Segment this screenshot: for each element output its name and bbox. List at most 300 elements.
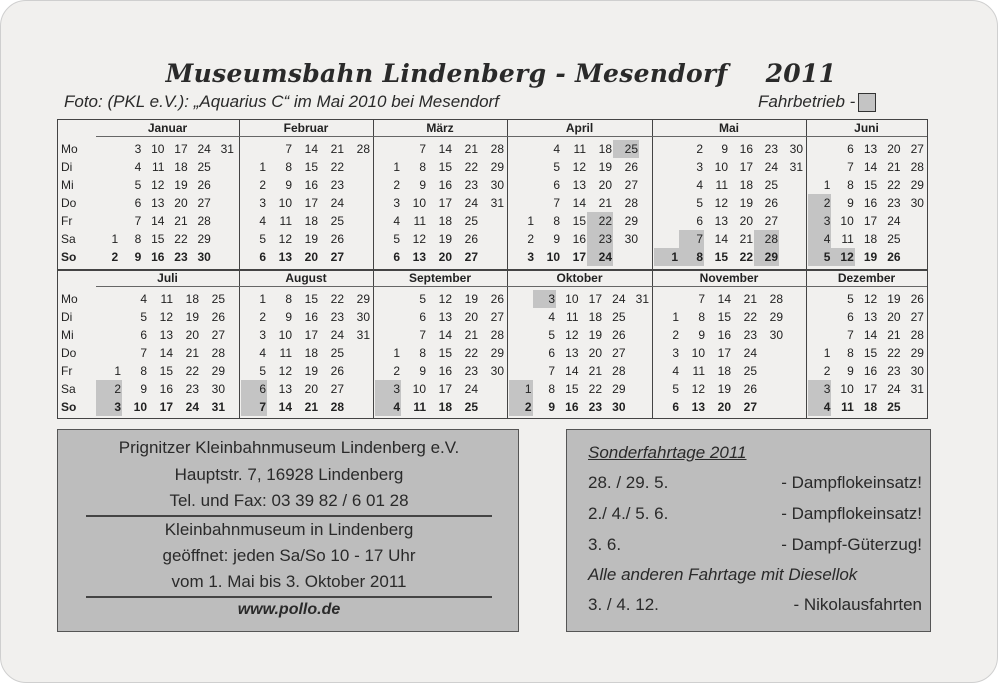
day-cell: 29 <box>197 232 211 246</box>
weekday-label: Do <box>61 196 77 210</box>
day-cell: 28 <box>612 364 626 378</box>
day-cell: 18 <box>717 364 731 378</box>
day-cell: 17 <box>304 196 318 210</box>
day-cell: 23 <box>887 364 901 378</box>
day-cell: 23 <box>464 364 478 378</box>
day-cell: 23 <box>330 310 344 324</box>
day-cell: 17 <box>174 142 188 156</box>
day-cell: 15 <box>438 346 452 360</box>
day-cell: 30 <box>490 178 504 192</box>
day-cell: 6 <box>419 310 426 324</box>
day-cell: 21 <box>464 328 478 342</box>
month-header: März <box>373 120 507 137</box>
day-cell: 7 <box>419 328 426 342</box>
day-cell: 8 <box>419 160 426 174</box>
day-cell: 2 <box>823 364 831 378</box>
month-header: Mai <box>652 120 806 137</box>
title-text: Museumsbahn Lindenberg - Mesendorf <box>165 59 728 88</box>
day-cell: 1 <box>823 346 831 360</box>
day-cell: 22 <box>887 178 901 192</box>
day-cell: 31 <box>490 196 504 210</box>
day-cell: 25 <box>613 140 639 158</box>
day-cell: 3 <box>393 196 400 210</box>
day-cell: 24 <box>464 382 478 396</box>
day-cell: 1 <box>111 232 119 246</box>
day-cell: 20 <box>887 310 901 324</box>
day-cell: 14 <box>151 214 165 228</box>
day-cell: 20 <box>588 346 602 360</box>
month-header: April <box>507 120 652 137</box>
day-cell: 2 <box>696 142 703 156</box>
day-cell: 7 <box>847 160 854 174</box>
day-cell: 11 <box>279 214 292 228</box>
day-cell: 23 <box>174 250 188 264</box>
day-cell: 11 <box>841 400 854 414</box>
day-cell: 12 <box>151 178 165 192</box>
day-cell: 4 <box>140 292 147 306</box>
day-cell: 30 <box>197 250 211 264</box>
day-cell: 21 <box>743 292 757 306</box>
day-cell: 17 <box>739 160 753 174</box>
day-cell: 13 <box>278 250 292 264</box>
day-cell: 13 <box>151 196 165 210</box>
day-cell: 27 <box>910 142 924 156</box>
day-cell: 16 <box>438 178 452 192</box>
day-cell: 22 <box>739 250 753 264</box>
day-cell: 19 <box>598 160 612 174</box>
day-cell: 27 <box>743 400 757 414</box>
day-cell: 13 <box>438 310 452 324</box>
day-cell: 6 <box>134 196 142 210</box>
day-cell: 23 <box>185 382 199 396</box>
day-cell: 24 <box>587 248 613 266</box>
day-cell: 4 <box>808 398 831 416</box>
day-cell: 8 <box>553 214 560 228</box>
weekday-label: So <box>61 400 77 414</box>
day-cell: 20 <box>304 250 318 264</box>
day-cell: 3 <box>808 380 831 398</box>
day-cell: 14 <box>863 160 878 174</box>
day-cell: 17 <box>572 250 586 264</box>
day-cell: 5 <box>419 292 426 306</box>
day-cell: 30 <box>789 142 803 156</box>
day-cell: 15 <box>714 250 728 264</box>
day-cell: 19 <box>739 196 753 210</box>
day-cell: 11 <box>715 178 728 192</box>
day-cell: 29 <box>624 214 638 228</box>
day-cell: 30 <box>910 364 924 378</box>
month-header: Februar <box>239 120 373 137</box>
day-cell: 2 <box>111 250 119 264</box>
day-cell: 23 <box>587 230 613 248</box>
day-cell: 22 <box>464 346 478 360</box>
day-cell: 1 <box>672 310 679 324</box>
day-cell: 18 <box>185 292 199 306</box>
day-cell: 14 <box>438 328 452 342</box>
day-cell: 16 <box>572 232 586 246</box>
day-cell: 2 <box>393 364 400 378</box>
day-cell: 24 <box>887 382 901 396</box>
day-cell: 15 <box>717 310 731 324</box>
day-cell: 8 <box>140 364 147 378</box>
day-cell: 25 <box>887 232 901 246</box>
day-cell: 21 <box>887 328 901 342</box>
day-cell: 14 <box>565 364 579 378</box>
weekday-label: Di <box>61 160 73 174</box>
day-cell: 11 <box>160 292 173 306</box>
day-cell: 17 <box>438 196 452 210</box>
day-cell: 13 <box>691 400 705 414</box>
day-cell: 21 <box>739 232 753 246</box>
day-cell: 26 <box>211 310 225 324</box>
special-trips-title: Sonderfahrtage 2011 <box>588 443 747 462</box>
day-cell: 31 <box>356 328 370 342</box>
day-cell: 7 <box>548 364 555 378</box>
day-cell: 20 <box>739 214 753 228</box>
day-cell: 11 <box>692 364 705 378</box>
day-cell: 16 <box>304 310 318 324</box>
day-cell: 4 <box>548 310 555 324</box>
legend-label: Fahrbetrieb - <box>758 92 856 111</box>
day-cell: 27 <box>211 328 225 342</box>
day-cell: 21 <box>330 142 344 156</box>
day-cell: 26 <box>887 250 901 264</box>
day-cell: 1 <box>823 178 831 192</box>
day-cell: 5 <box>134 178 142 192</box>
day-cell: 13 <box>159 328 173 342</box>
day-cell: 30 <box>211 382 225 396</box>
day-cell: 7 <box>241 398 267 416</box>
day-cell: 27 <box>764 214 778 228</box>
month-header: August <box>239 270 373 287</box>
day-cell: 12 <box>831 248 854 266</box>
day-cell: 26 <box>910 292 924 306</box>
day-cell: 25 <box>330 346 344 360</box>
day-cell: 9 <box>698 328 705 342</box>
day-cell: 2 <box>672 328 679 342</box>
month-header: Dezember <box>806 270 927 287</box>
day-cell: 30 <box>624 232 638 246</box>
day-cell: 23 <box>464 178 478 192</box>
day-cell: 21 <box>887 160 901 174</box>
month-header: September <box>373 270 507 287</box>
day-cell: 22 <box>464 160 478 174</box>
day-cell: 24 <box>612 292 626 306</box>
day-cell: 14 <box>304 142 318 156</box>
day-cell: 8 <box>134 232 142 246</box>
day-cell: 27 <box>330 382 344 396</box>
day-cell: 18 <box>863 232 878 246</box>
day-cell: 18 <box>174 160 188 174</box>
day-cell: 17 <box>304 328 318 342</box>
day-cell: 2 <box>509 398 533 416</box>
day-cell: 3 <box>259 196 266 210</box>
year-calendar <box>57 119 928 419</box>
day-cell: 1 <box>259 292 266 306</box>
day-cell: 4 <box>808 230 831 248</box>
day-cell: 18 <box>739 178 753 192</box>
day-cell: 13 <box>278 382 292 396</box>
day-cell: 19 <box>438 232 452 246</box>
day-cell: 22 <box>587 212 613 230</box>
day-cell: 15 <box>863 178 878 192</box>
day-cell: 15 <box>151 232 165 246</box>
weekday-label: Fr <box>61 214 73 228</box>
day-cell: 23 <box>330 178 344 192</box>
divider <box>86 515 492 517</box>
divider <box>86 596 492 598</box>
day-cell: 7 <box>847 328 854 342</box>
day-cell: 27 <box>330 250 344 264</box>
day-cell: 16 <box>304 178 318 192</box>
day-cell: 7 <box>285 142 292 156</box>
day-cell: 24 <box>464 196 478 210</box>
day-cell: 6 <box>140 328 147 342</box>
weekday-label: Fr <box>61 364 73 378</box>
day-cell: 12 <box>438 292 452 306</box>
day-cell: 15 <box>438 160 452 174</box>
day-cell: 25 <box>764 178 778 192</box>
day-cell: 20 <box>438 250 452 264</box>
day-cell: 20 <box>174 196 188 210</box>
day-cell: 15 <box>159 364 173 378</box>
day-cell: 5 <box>672 382 679 396</box>
day-cell: 15 <box>304 292 318 306</box>
day-cell: 22 <box>185 364 199 378</box>
day-cell: 9 <box>419 364 426 378</box>
day-cell: 31 <box>635 292 649 306</box>
day-cell: 28 <box>624 196 638 210</box>
day-cell: 7 <box>140 346 147 360</box>
day-cell: 10 <box>412 382 426 396</box>
day-cell: 1 <box>393 160 400 174</box>
day-cell: 16 <box>717 328 731 342</box>
day-cell: 29 <box>356 292 370 306</box>
day-cell: 18 <box>863 400 878 414</box>
opening-period: vom 1. Mai bis 3. Oktober 2011 <box>171 572 407 591</box>
day-cell: 13 <box>572 178 586 192</box>
trip-date: 28. / 29. 5. <box>588 473 669 492</box>
trip-event: - Dampf-Güterzug! <box>781 535 922 554</box>
day-cell: 8 <box>419 346 426 360</box>
day-cell: 29 <box>769 310 783 324</box>
day-cell: 10 <box>133 400 147 414</box>
day-cell: 18 <box>438 214 452 228</box>
day-cell: 6 <box>393 250 400 264</box>
trip-event: - Dampflokeinsatz! <box>781 504 922 523</box>
day-cell: 5 <box>393 232 400 246</box>
day-cell: 16 <box>565 400 579 414</box>
day-cell: 26 <box>612 328 626 342</box>
trip-event: - Dampflokeinsatz! <box>781 473 922 492</box>
day-cell: 30 <box>910 196 924 210</box>
day-cell: 18 <box>588 310 602 324</box>
title-year: 2011 <box>765 59 837 88</box>
day-cell: 28 <box>910 160 924 174</box>
day-cell: 30 <box>490 364 504 378</box>
day-cell: 29 <box>211 364 225 378</box>
day-cell: 12 <box>278 364 292 378</box>
day-cell: 8 <box>698 310 705 324</box>
day-cell: 24 <box>197 142 211 156</box>
day-cell: 24 <box>743 346 757 360</box>
day-cell: 13 <box>863 310 878 324</box>
day-cell: 29 <box>754 248 779 266</box>
day-cell: 21 <box>588 364 602 378</box>
month-header: Juni <box>806 120 927 137</box>
day-cell: 25 <box>887 400 901 414</box>
day-cell: 28 <box>330 400 344 414</box>
day-cell: 6 <box>847 142 854 156</box>
day-cell: 11 <box>152 160 165 174</box>
day-cell: 21 <box>304 400 318 414</box>
day-cell: 16 <box>151 250 165 264</box>
day-cell: 25 <box>743 364 757 378</box>
day-cell: 6 <box>241 380 267 398</box>
day-cell: 5 <box>808 248 831 266</box>
day-cell: 15 <box>863 346 878 360</box>
day-cell: 14 <box>438 142 452 156</box>
day-cell: 7 <box>419 142 426 156</box>
day-cell: 16 <box>159 382 173 396</box>
day-cell: 24 <box>887 214 901 228</box>
day-cell: 2 <box>259 310 266 324</box>
day-cell: 19 <box>717 382 731 396</box>
day-cell: 4 <box>553 142 560 156</box>
day-cell: 25 <box>211 292 225 306</box>
day-cell: 6 <box>548 346 555 360</box>
day-cell: 8 <box>285 160 292 174</box>
day-cell: 27 <box>910 310 924 324</box>
day-cell: 22 <box>330 292 344 306</box>
day-cell: 12 <box>572 160 586 174</box>
day-cell: 22 <box>887 346 901 360</box>
legend <box>758 92 876 112</box>
museum-name: Prignitzer Kleinbahnmuseum Lindenberg e.V. <box>118 438 460 457</box>
month-header: Juli <box>96 270 239 287</box>
special-trips-box <box>566 429 931 632</box>
day-cell: 20 <box>185 328 199 342</box>
trip-date: 3. 6. <box>588 535 622 554</box>
day-cell: 26 <box>490 292 504 306</box>
day-cell: 3 <box>96 398 122 416</box>
day-cell: 26 <box>624 160 638 174</box>
day-cell: 25 <box>464 214 478 228</box>
day-cell: 27 <box>464 250 478 264</box>
day-cell: 8 <box>847 346 854 360</box>
day-cell: 3 <box>134 142 142 156</box>
day-cell: 24 <box>764 160 778 174</box>
legend-swatch <box>858 93 876 112</box>
day-cell: 26 <box>197 178 211 192</box>
trip-date: 2./ 4./ 5. 6. <box>588 504 669 523</box>
day-cell: 25 <box>197 160 211 174</box>
day-cell: 8 <box>548 382 555 396</box>
day-cell: 9 <box>721 142 728 156</box>
page-title <box>1 59 1000 88</box>
day-cell: 25 <box>330 214 344 228</box>
day-cell: 6 <box>553 178 560 192</box>
day-cell: 5 <box>847 292 854 306</box>
day-cell: 22 <box>330 160 344 174</box>
day-cell: 20 <box>598 178 612 192</box>
day-cell: 22 <box>588 382 602 396</box>
day-cell: 18 <box>304 214 318 228</box>
day-cell: 19 <box>887 292 901 306</box>
weekday-label: Sa <box>61 382 76 396</box>
day-cell: 29 <box>910 178 924 192</box>
day-cell: 9 <box>285 178 292 192</box>
day-cell: 2 <box>527 232 534 246</box>
day-cell: 14 <box>278 400 292 414</box>
day-cell: 9 <box>285 310 292 324</box>
day-cell: 30 <box>356 310 370 324</box>
day-cell: 22 <box>743 310 757 324</box>
day-cell: 26 <box>464 232 478 246</box>
day-cell: 2 <box>96 380 122 398</box>
website-link[interactable]: www.pollo.de <box>237 601 341 618</box>
day-cell: 21 <box>464 142 478 156</box>
day-cell: 8 <box>847 178 854 192</box>
day-cell: 14 <box>717 292 731 306</box>
day-cell: 19 <box>185 310 199 324</box>
day-cell: 6 <box>696 214 703 228</box>
day-cell: 10 <box>840 214 854 228</box>
day-cell: 7 <box>679 230 704 248</box>
day-cell: 11 <box>279 346 292 360</box>
day-cell: 30 <box>612 400 626 414</box>
day-cell: 16 <box>438 364 452 378</box>
day-cell: 14 <box>714 232 728 246</box>
day-cell: 3 <box>672 346 679 360</box>
day-cell: 4 <box>134 160 142 174</box>
day-cell: 28 <box>490 142 504 156</box>
day-cell: 12 <box>863 292 878 306</box>
day-cell: 29 <box>910 346 924 360</box>
day-cell: 10 <box>278 328 292 342</box>
day-cell: 22 <box>174 232 188 246</box>
day-cell: 26 <box>330 364 344 378</box>
day-cell: 28 <box>211 346 225 360</box>
day-cell: 18 <box>598 142 612 156</box>
day-cell: 17 <box>588 292 602 306</box>
day-cell: 26 <box>764 196 778 210</box>
day-cell: 10 <box>840 382 854 396</box>
day-cell: 23 <box>887 196 901 210</box>
day-cell: 24 <box>330 196 344 210</box>
day-cell: 19 <box>863 250 878 264</box>
day-cell: 5 <box>259 232 266 246</box>
day-cell: 20 <box>304 382 318 396</box>
day-cell: 1 <box>114 364 121 378</box>
day-cell: 1 <box>527 214 534 228</box>
day-cell: 13 <box>863 142 878 156</box>
day-cell: 4 <box>696 178 703 192</box>
day-cell: 29 <box>490 346 504 360</box>
day-cell: 29 <box>612 382 626 396</box>
month-header: Oktober <box>507 270 652 287</box>
day-cell: 12 <box>278 232 292 246</box>
day-cell: 12 <box>412 232 426 246</box>
day-cell: 1 <box>259 160 266 174</box>
day-cell: 4 <box>672 364 679 378</box>
day-cell: 4 <box>393 214 400 228</box>
day-cell: 10 <box>278 196 292 210</box>
day-cell: 3 <box>533 290 557 308</box>
day-cell: 12 <box>691 382 705 396</box>
day-cell: 7 <box>698 292 705 306</box>
day-cell: 31 <box>211 400 225 414</box>
